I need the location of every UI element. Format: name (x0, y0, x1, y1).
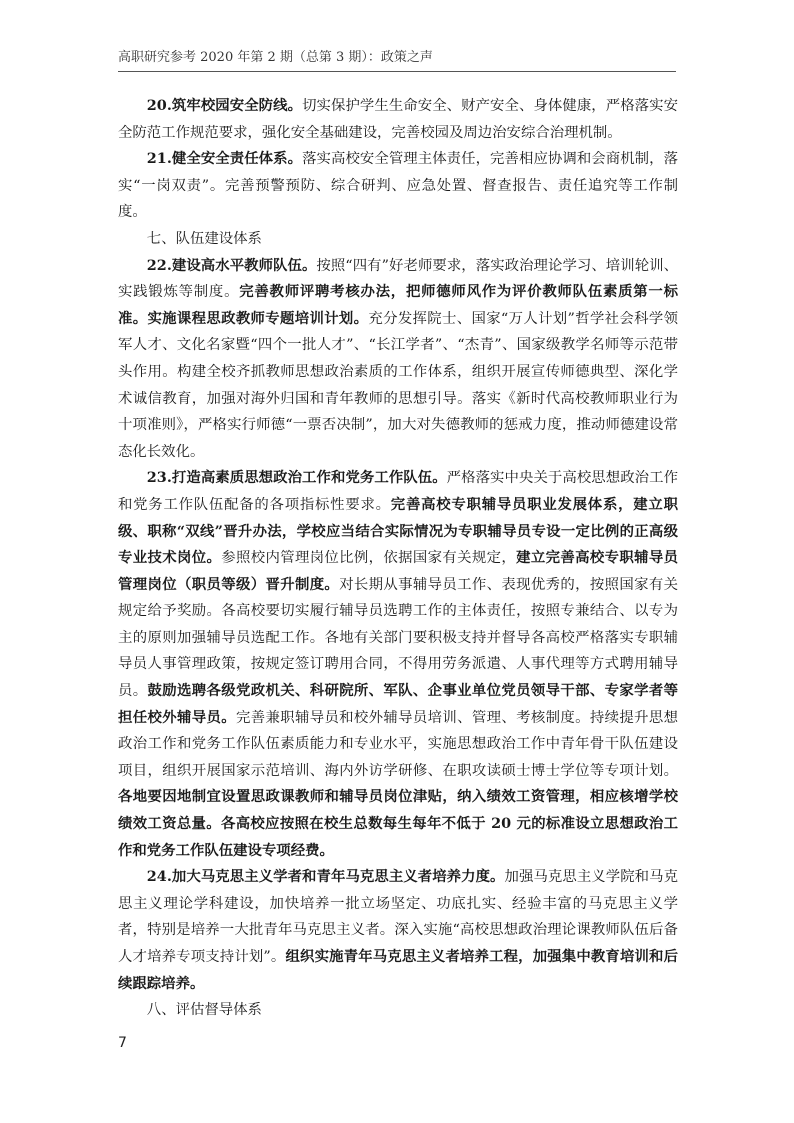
paragraph-23-text-1: 严格落实中央关于高校思想政治工作和党务工作队伍配备的各项指标性要求。 (118, 470, 678, 513)
paragraph-22-text-1: 按照“四有”好老师要求，落实政治理论学习、培训轮训、实践锻炼等制度。 (118, 257, 678, 301)
document-body (118, 93, 678, 1024)
paragraph-20-heading: 20.筑牢校园安全防线。 (146, 97, 303, 114)
section-heading-8 (118, 997, 678, 1024)
paragraph-23-text-4: 完善兼职辅导员和校外辅导员培训、管理、考核制度。持续提升思想政治工作和党务工作队伍素质能力和专业水平，实施思想政治工作中青年骨干队伍建设项目，组织开展国家示范培训、海内外访学研修、在职攻读硕士博士学位等专项计划。 (118, 709, 678, 779)
paragraph-22-text-2: 充分发挥院士、国家“万人计划”哲学社会科学领军人才、文化名家暨“四个一批人才”、“长江学者”、“杰青”、国家级教学名师等示范带头作用。构建全校齐抓教师思想政治素质的工作体系，组织开展宣传师德典型、深化学术诚信教育，加强对海外归国和青年教师的思想引导。落实《新时代高校教师职业行为十项准则》，严格实行师德“一票否决制”，加大对失德教师的惩戒力度，推动师德建设常态化长效化。 (118, 310, 678, 460)
paragraph-22-emphasis: 完善教师评聘考核办法，把师德师风作为评价教师队伍素质第一标准。实施课程思政教师专题培训计划。 (118, 283, 678, 327)
paragraph-23-text-3: 对长期从事辅导员工作、表现优秀的，按照国家有关规定给予奖励。各高校要切实履行辅导员选聘工作的主体责任，按照专兼结合、以专为主的原则加强辅导员选配工作。各地有关部门要积极支持并督导各高校严格落实专职辅导员人事管理政策，按规定签订聘用合同，不得用劳务派遣、人事代理等方式聘用辅导员。 (118, 576, 678, 700)
paragraph-23 (118, 465, 678, 864)
paragraph-24-text: 加强马克思主义学院和马克思主义理论学科建设，加快培养一批立场坚定、功底扎实、经验丰富的马克思主义学者，特别是培养一大批青年马克思主义者。深入实施“高校思想政治理论课教师队伍后备人才培养专项支持计划”。 (118, 869, 678, 965)
paragraph-23-text-2: 参照校内管理岗位比例，依据国家有关规定， (221, 550, 517, 567)
paragraph-23-emphasis-1: 完善高校专职辅导员职业发展体系，建立职级、职称“双线”晋升办法，学校应当结合实际情况为专职辅导员专设一定比例的正高级专业技术岗位。 (118, 495, 678, 567)
section-heading-7-text: 七、队伍建设体系 (146, 230, 262, 247)
paragraph-21-text: 落实高校安全管理主体责任，完善相应协调和会商机制，落实“一岗双责”。完善预警预防、综合研判、应急处置、督查报告、责任追究等工作制度。 (118, 151, 678, 221)
paragraph-21-heading: 21.健全安全责任体系。 (146, 150, 303, 168)
section-heading-8-text: 八、评估督导体系 (146, 1002, 262, 1019)
running-header: 高职研究参考 2020 年第 2 期（总第 3 期）：政策之声 (118, 50, 676, 72)
paragraph-23-emphasis-4: 各地要因地制宜设置思政课教师和辅导员岗位津贴，纳入绩效工资管理，相应核增学校绩效工资总量。各高校应按照在校生总数每生每年不低于 20 元的标准设立思想政治工作和党务工作队伍建设专项经费。 (118, 788, 678, 859)
paragraph-23-emphasis-2: 建立完善高校专职辅导员管理岗位（职员等级）晋升制度。 (118, 549, 678, 593)
section-heading-7 (118, 226, 678, 253)
paragraph-24-heading: 24.加大马克思主义学者和青年马克思主义者培养力度。 (146, 868, 505, 886)
paragraph-24-emphasis: 组织实施青年马克思主义者培养工程，加强集中教育培训和后续跟踪培养。 (118, 948, 678, 992)
paragraph-24 (118, 864, 678, 997)
paragraph-22-heading: 22.建设高水平教师队伍。 (146, 256, 317, 274)
page-number: 7 (118, 1035, 127, 1051)
paragraph-20 (118, 93, 678, 146)
paragraph-22 (118, 253, 678, 466)
paragraph-20-text: 切实保护学生生命安全、财产安全、身体健康，严格落实安全防范工作规范要求，强化安全基础建设，完善校园及周边治安综合治理机制。 (118, 98, 678, 141)
paragraph-21 (118, 146, 678, 226)
paragraph-23-heading: 23.打造高素质思想政治工作和党务工作队伍。 (146, 469, 447, 487)
paragraph-23-emphasis-3: 鼓励选聘各级党政机关、科研院所、军队、企事业单位党员领导干部、专家学者等担任校外辅导员。 (118, 682, 678, 726)
